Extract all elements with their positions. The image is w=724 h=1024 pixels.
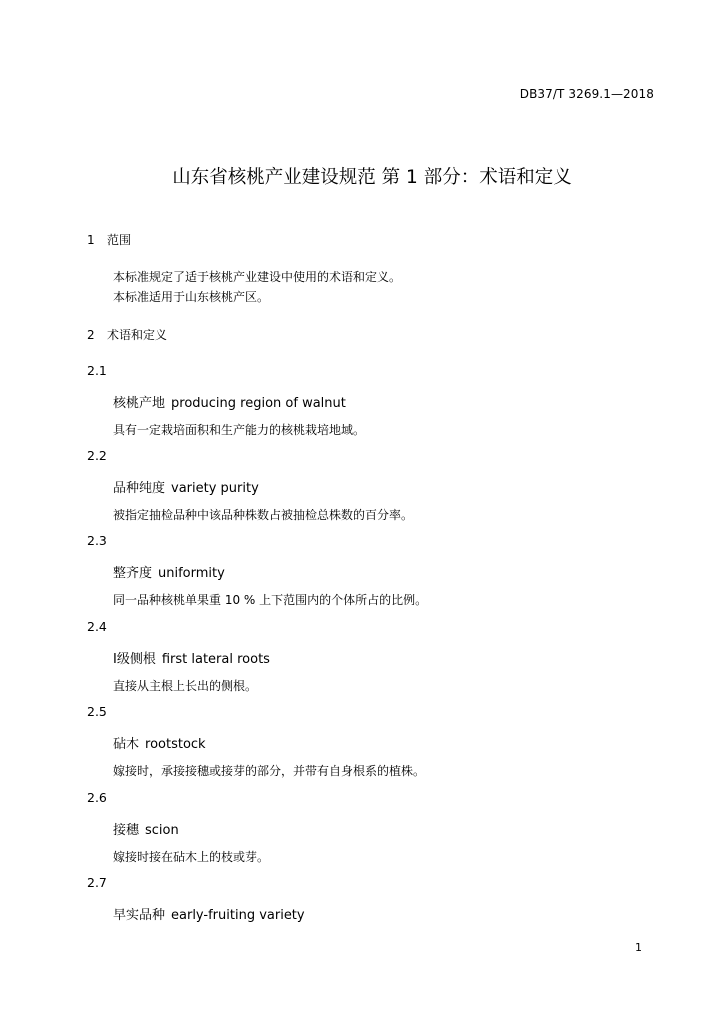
- term-entry: [113, 562, 225, 581]
- term-zh: 接穗: [113, 823, 140, 838]
- term-definition: 嫁接时，承接接穗或接芽的部分，并带有自身根系的植株。: [113, 764, 426, 778]
- section-number: 1: [87, 233, 95, 247]
- term-definition: 嫁接时接在砧木上的枝或芽。: [113, 850, 270, 864]
- section-heading-terms: [87, 326, 167, 343]
- clause-number: 2.3: [87, 533, 107, 548]
- document-title: 山东省核桃产业建设规范 第 1 部分：术语和定义: [172, 167, 572, 188]
- scope-paragraph: 本标准适用于山东核桃产区。: [113, 290, 270, 304]
- term-zh: 早实品种: [113, 908, 166, 923]
- term-zh: Ⅰ级侧根: [113, 652, 156, 667]
- section-number: 2: [87, 328, 95, 342]
- term-entry: [113, 477, 259, 496]
- section-title: 术语和定义: [107, 328, 168, 342]
- term-definition: 被指定抽检品种中该品种株数占被抽检总株数的百分率。: [113, 508, 414, 522]
- section-heading-scope: [87, 231, 131, 248]
- clause-number: 2.7: [87, 875, 107, 890]
- term-definition: 同一品种核桃单果重 10 % 上下范围内的个体所占的比例。: [113, 593, 428, 607]
- term-zh: 砧木: [113, 737, 140, 752]
- term-zh: 核桃产地: [113, 396, 166, 411]
- term-entry: [113, 733, 206, 752]
- term-entry: [113, 819, 179, 838]
- clause-number: 2.1: [87, 363, 107, 378]
- term-zh: 品种纯度: [113, 481, 166, 496]
- scope-paragraph: 本标准规定了适于核桃产业建设中使用的术语和定义。: [113, 270, 402, 284]
- clause-number: 2.5: [87, 704, 107, 719]
- term-en: early-fruiting variety: [171, 908, 305, 923]
- clause-number: 2.2: [87, 448, 107, 463]
- page-number: 1: [635, 941, 642, 954]
- term-en: rootstock: [145, 737, 206, 752]
- term-definition: 具有一定栽培面积和生产能力的核桃栽培地域。: [113, 423, 366, 437]
- term-en: first lateral roots: [161, 652, 270, 667]
- term-entry: [113, 648, 270, 667]
- standard-code: DB37/T 3269.1—2018: [519, 87, 654, 101]
- term-en: scion: [145, 823, 179, 838]
- term-en: producing region of walnut: [171, 396, 346, 411]
- term-zh: 整齐度: [113, 566, 153, 581]
- term-en: uniformity: [158, 566, 225, 581]
- clause-number: 2.4: [87, 619, 107, 634]
- clause-number: 2.6: [87, 790, 107, 805]
- term-entry: [113, 904, 305, 923]
- term-en: variety purity: [171, 481, 259, 496]
- term-definition: 直接从主根上长出的侧根。: [113, 679, 258, 693]
- term-entry: [113, 392, 346, 411]
- section-title: 范围: [107, 233, 132, 247]
